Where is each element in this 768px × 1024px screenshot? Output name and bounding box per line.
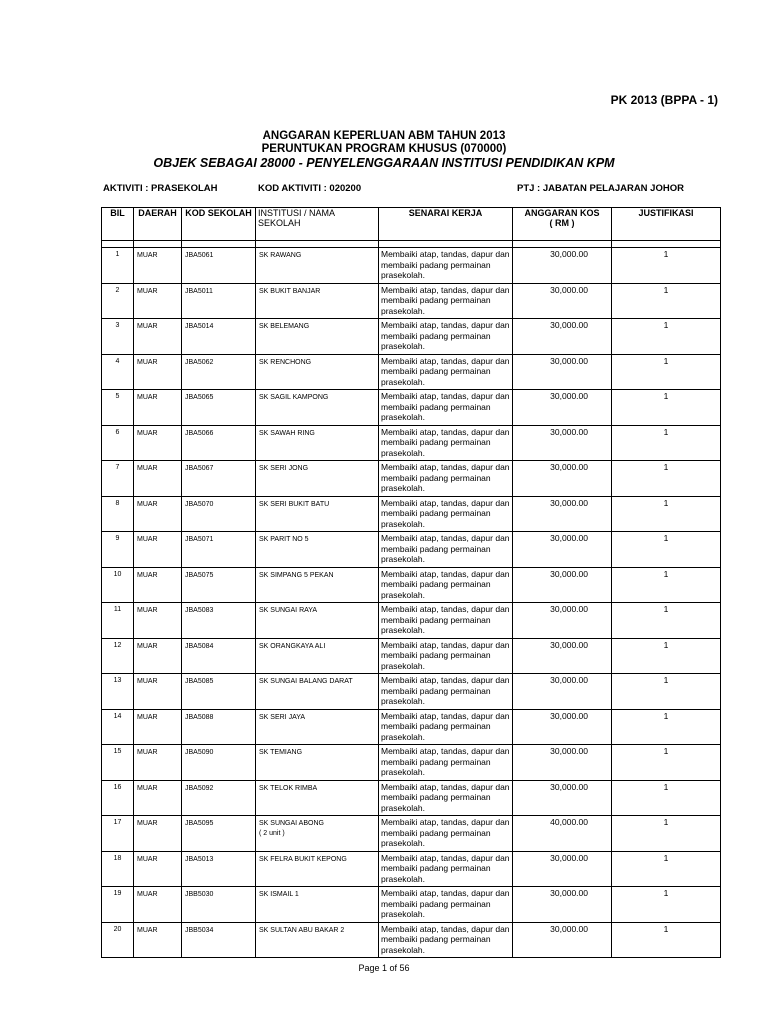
cell-daerah: MUAR bbox=[134, 319, 182, 355]
nama-sekolah-text: SK SERI JONG bbox=[259, 465, 309, 472]
cell-justifikasi: 1 bbox=[612, 319, 721, 355]
cell-anggaran-kos: 30,000.00 bbox=[513, 709, 612, 745]
cell-senarai-kerja: Membaiki atap, tandas, dapur dan membaiki padang permainan prasekolah. bbox=[379, 390, 513, 426]
cell-kod-sekolah: JBB5034 bbox=[182, 922, 256, 958]
cell-anggaran-kos: 30,000.00 bbox=[513, 780, 612, 816]
cell-kod-sekolah: JBB5030 bbox=[182, 887, 256, 923]
table-row bbox=[102, 816, 721, 852]
cell-justifikasi: 1 bbox=[612, 922, 721, 958]
cell-kod-sekolah: JBA5066 bbox=[182, 425, 256, 461]
cell-anggaran-kos: 30,000.00 bbox=[513, 851, 612, 887]
table-row bbox=[102, 319, 721, 355]
nama-sekolah-text: SK SUNGAI ABONG bbox=[259, 820, 324, 827]
cell-bil: 3 bbox=[102, 319, 134, 355]
header-anggaran-kos-line2: ( RM ) bbox=[549, 218, 575, 228]
cell-bil: 10 bbox=[102, 567, 134, 603]
cell-daerah: MUAR bbox=[134, 780, 182, 816]
cell-justifikasi: 1 bbox=[612, 780, 721, 816]
nama-sekolah-text: SK BELEMANG bbox=[259, 323, 310, 330]
cell-justifikasi: 1 bbox=[612, 816, 721, 852]
document-ref-code: PK 2013 (BPPA - 1) bbox=[610, 93, 718, 107]
cell-daerah: MUAR bbox=[134, 248, 182, 284]
cell-anggaran-kos: 30,000.00 bbox=[513, 354, 612, 390]
cell-justifikasi: 1 bbox=[612, 354, 721, 390]
cell-kod-sekolah: JBA5070 bbox=[182, 496, 256, 532]
kod-aktiviti-label: KOD AKTIVITI : 020200 bbox=[258, 183, 362, 194]
cell-senarai-kerja: Membaiki atap, tandas, dapur dan membaiki padang permainan prasekolah. bbox=[379, 248, 513, 284]
cell-senarai-kerja: Membaiki atap, tandas, dapur dan membaiki padang permainan prasekolah. bbox=[379, 461, 513, 497]
table-row bbox=[102, 922, 721, 958]
header-spacer-row bbox=[102, 241, 721, 248]
cell-senarai-kerja: Membaiki atap, tandas, dapur dan membaiki padang permainan prasekolah. bbox=[379, 780, 513, 816]
table-row bbox=[102, 248, 721, 284]
cell-nama-sekolah bbox=[256, 674, 379, 710]
cell-nama-sekolah bbox=[256, 709, 379, 745]
cell-kod-sekolah: JBA5013 bbox=[182, 851, 256, 887]
cell-senarai-kerja: Membaiki atap, tandas, dapur dan membaiki padang permainan prasekolah. bbox=[379, 354, 513, 390]
cell-bil: 18 bbox=[102, 851, 134, 887]
nama-sekolah-text: SK SULTAN ABU BAKAR 2 bbox=[259, 926, 345, 934]
cell-bil: 5 bbox=[102, 390, 134, 426]
table-row bbox=[102, 425, 721, 461]
header-senarai-kerja: SENARAI KERJA bbox=[379, 208, 513, 241]
table-row bbox=[102, 851, 721, 887]
cell-nama-sekolah bbox=[256, 248, 379, 284]
cell-daerah: MUAR bbox=[134, 283, 182, 319]
cell-kod-sekolah: JBA5083 bbox=[182, 603, 256, 639]
cell-justifikasi: 1 bbox=[612, 425, 721, 461]
cell-bil: 6 bbox=[102, 425, 134, 461]
cell-nama-sekolah bbox=[256, 745, 379, 781]
cell-senarai-kerja: Membaiki atap, tandas, dapur dan membaiki padang permainan prasekolah. bbox=[379, 709, 513, 745]
cell-justifikasi: 1 bbox=[612, 248, 721, 284]
cell-kod-sekolah: JBA5062 bbox=[182, 354, 256, 390]
title-line-2: PERUNTUKAN PROGRAM KHUSUS (070000) bbox=[261, 143, 507, 155]
cell-justifikasi: 1 bbox=[612, 674, 721, 710]
header-daerah: DAERAH bbox=[134, 208, 182, 241]
cell-bil: 1 bbox=[102, 248, 134, 284]
nama-sekolah-text: SK BUKIT BANJAR bbox=[259, 287, 321, 295]
cell-anggaran-kos: 30,000.00 bbox=[513, 567, 612, 603]
table-row bbox=[102, 745, 721, 781]
table-row bbox=[102, 603, 721, 639]
cell-nama-sekolah bbox=[256, 887, 379, 923]
cell-kod-sekolah: JBA5088 bbox=[182, 709, 256, 745]
cell-nama-sekolah bbox=[256, 354, 379, 390]
cell-nama-sekolah bbox=[256, 603, 379, 639]
cell-bil: 12 bbox=[102, 638, 134, 674]
table-row bbox=[102, 283, 721, 319]
cell-justifikasi: 1 bbox=[612, 390, 721, 426]
cell-anggaran-kos: 30,000.00 bbox=[513, 887, 612, 923]
cell-daerah: MUAR bbox=[134, 461, 182, 497]
cell-daerah: MUAR bbox=[134, 674, 182, 710]
cell-kod-sekolah: JBA5014 bbox=[182, 319, 256, 355]
cell-justifikasi: 1 bbox=[612, 887, 721, 923]
title-line-3: OBJEK SEBAGAI 28000 - PENYELENGGARAAN INSTITUSI PENDIDIKAN KPM bbox=[153, 156, 615, 170]
cell-kod-sekolah: JBA5095 bbox=[182, 816, 256, 852]
cell-bil: 7 bbox=[102, 461, 134, 497]
cell-senarai-kerja: Membaiki atap, tandas, dapur dan membaiki padang permainan prasekolah. bbox=[379, 283, 513, 319]
activity-meta bbox=[0, 183, 768, 197]
cell-anggaran-kos: 30,000.00 bbox=[513, 425, 612, 461]
nama-sekolah-text: SK SIMPANG 5 PEKAN bbox=[259, 571, 334, 579]
cell-nama-sekolah bbox=[256, 496, 379, 532]
cell-nama-sekolah bbox=[256, 638, 379, 674]
nama-sekolah-text: SK SERI JAYA bbox=[259, 713, 306, 721]
cell-daerah: MUAR bbox=[134, 496, 182, 532]
table-row bbox=[102, 674, 721, 710]
cell-senarai-kerja: Membaiki atap, tandas, dapur dan membaiki padang permainan prasekolah. bbox=[379, 319, 513, 355]
cell-kod-sekolah: JBA5071 bbox=[182, 532, 256, 568]
cell-nama-sekolah bbox=[256, 319, 379, 355]
nama-sekolah-text: SK ORANGKAYA ALI bbox=[259, 642, 326, 650]
cell-nama-sekolah bbox=[256, 461, 379, 497]
cell-anggaran-kos: 30,000.00 bbox=[513, 319, 612, 355]
cell-justifikasi: 1 bbox=[612, 851, 721, 887]
cell-justifikasi: 1 bbox=[612, 532, 721, 568]
cell-kod-sekolah: JBA5011 bbox=[182, 283, 256, 319]
cell-kod-sekolah: JBA5092 bbox=[182, 780, 256, 816]
nama-sekolah-text: SK FELRA BUKIT KEPONG bbox=[259, 855, 347, 863]
nama-sekolah-text: SK PARIT NO 5 bbox=[259, 536, 309, 543]
nama-sekolah-text: SK TEMIANG bbox=[259, 749, 303, 756]
nama-sekolah-text: SK SERI BUKIT BATU bbox=[259, 500, 330, 508]
cell-daerah: MUAR bbox=[134, 745, 182, 781]
cell-daerah: MUAR bbox=[134, 603, 182, 639]
cell-bil: 11 bbox=[102, 603, 134, 639]
cell-daerah: MUAR bbox=[134, 638, 182, 674]
nama-sekolah-text: SK SUNGAI RAYA bbox=[259, 607, 318, 614]
cell-daerah: MUAR bbox=[134, 816, 182, 852]
nama-sekolah-unit: ( 2 unit ) bbox=[259, 830, 285, 837]
cell-kod-sekolah: JBA5061 bbox=[182, 248, 256, 284]
table-row bbox=[102, 461, 721, 497]
header-justifikasi: JUSTIFIKASI bbox=[612, 208, 721, 241]
cell-daerah: MUAR bbox=[134, 425, 182, 461]
cell-anggaran-kos: 30,000.00 bbox=[513, 674, 612, 710]
cell-justifikasi: 1 bbox=[612, 709, 721, 745]
nama-sekolah-text: SK ISMAIL 1 bbox=[259, 891, 299, 898]
cell-daerah: MUAR bbox=[134, 532, 182, 568]
table-row bbox=[102, 390, 721, 426]
budget-table bbox=[101, 207, 721, 958]
nama-sekolah-text: SK SAGIL KAMPONG bbox=[259, 394, 329, 401]
cell-senarai-kerja: Membaiki atap, tandas, dapur dan membaiki padang permainan prasekolah. bbox=[379, 532, 513, 568]
cell-daerah: MUAR bbox=[134, 887, 182, 923]
nama-sekolah-text: SK SUNGAI BALANG DARAT bbox=[259, 678, 353, 685]
table-header-row bbox=[102, 208, 721, 241]
cell-anggaran-kos: 30,000.00 bbox=[513, 922, 612, 958]
nama-sekolah-text: SK RENCHONG bbox=[259, 358, 312, 366]
cell-bil: 2 bbox=[102, 283, 134, 319]
cell-anggaran-kos: 30,000.00 bbox=[513, 248, 612, 284]
table-row bbox=[102, 496, 721, 532]
table-row bbox=[102, 780, 721, 816]
cell-senarai-kerja: Membaiki atap, tandas, dapur dan membaiki padang permainan prasekolah. bbox=[379, 816, 513, 852]
nama-sekolah-text: SK SAWAH RING bbox=[259, 429, 315, 437]
cell-senarai-kerja: Membaiki atap, tandas, dapur dan membaiki padang permainan prasekolah. bbox=[379, 745, 513, 781]
cell-daerah: MUAR bbox=[134, 390, 182, 426]
cell-kod-sekolah: JBA5067 bbox=[182, 461, 256, 497]
cell-senarai-kerja: Membaiki atap, tandas, dapur dan membaiki padang permainan prasekolah. bbox=[379, 851, 513, 887]
table-row bbox=[102, 354, 721, 390]
cell-daerah: MUAR bbox=[134, 922, 182, 958]
cell-daerah: MUAR bbox=[134, 851, 182, 887]
cell-justifikasi: 1 bbox=[612, 567, 721, 603]
cell-anggaran-kos: 30,000.00 bbox=[513, 461, 612, 497]
cell-nama-sekolah bbox=[256, 851, 379, 887]
cell-bil: 13 bbox=[102, 674, 134, 710]
cell-anggaran-kos: 30,000.00 bbox=[513, 390, 612, 426]
cell-justifikasi: 1 bbox=[612, 603, 721, 639]
cell-kod-sekolah: JBA5085 bbox=[182, 674, 256, 710]
cell-daerah: MUAR bbox=[134, 709, 182, 745]
table-row bbox=[102, 567, 721, 603]
cell-justifikasi: 1 bbox=[612, 461, 721, 497]
cell-nama-sekolah bbox=[256, 532, 379, 568]
cell-justifikasi: 1 bbox=[612, 283, 721, 319]
cell-kod-sekolah: JBA5084 bbox=[182, 638, 256, 674]
cell-senarai-kerja: Membaiki atap, tandas, dapur dan membaiki padang permainan prasekolah. bbox=[379, 674, 513, 710]
nama-sekolah-text: SK RAWANG bbox=[259, 252, 302, 259]
cell-anggaran-kos: 30,000.00 bbox=[513, 638, 612, 674]
cell-justifikasi: 1 bbox=[612, 496, 721, 532]
cell-kod-sekolah: JBA5090 bbox=[182, 745, 256, 781]
document-titles bbox=[0, 130, 768, 170]
header-anggaran-kos-line1: ANGGARAN KOS bbox=[524, 208, 600, 218]
cell-nama-sekolah bbox=[256, 816, 379, 852]
cell-senarai-kerja: Membaiki atap, tandas, dapur dan membaiki padang permainan prasekolah. bbox=[379, 922, 513, 958]
cell-nama-sekolah bbox=[256, 390, 379, 426]
cell-senarai-kerja: Membaiki atap, tandas, dapur dan membaiki padang permainan prasekolah. bbox=[379, 567, 513, 603]
header-anggaran-kos bbox=[513, 208, 612, 241]
table-row bbox=[102, 709, 721, 745]
cell-nama-sekolah bbox=[256, 922, 379, 958]
cell-anggaran-kos: 30,000.00 bbox=[513, 283, 612, 319]
cell-nama-sekolah bbox=[256, 780, 379, 816]
cell-bil: 4 bbox=[102, 354, 134, 390]
cell-anggaran-kos: 30,000.00 bbox=[513, 496, 612, 532]
cell-bil: 14 bbox=[102, 709, 134, 745]
cell-kod-sekolah: JBA5075 bbox=[182, 567, 256, 603]
cell-justifikasi: 1 bbox=[612, 745, 721, 781]
cell-nama-sekolah bbox=[256, 425, 379, 461]
cell-bil: 19 bbox=[102, 887, 134, 923]
aktiviti-label: AKTIVITI : PRASEKOLAH bbox=[103, 183, 218, 194]
cell-bil: 16 bbox=[102, 780, 134, 816]
header-kod-sekolah: KOD SEKOLAH bbox=[182, 208, 256, 241]
cell-senarai-kerja: Membaiki atap, tandas, dapur dan membaiki padang permainan prasekolah. bbox=[379, 425, 513, 461]
nama-sekolah-text: SK TELOK RIMBA bbox=[259, 784, 318, 792]
cell-senarai-kerja: Membaiki atap, tandas, dapur dan membaiki padang permainan prasekolah. bbox=[379, 887, 513, 923]
cell-nama-sekolah bbox=[256, 567, 379, 603]
table-row bbox=[102, 887, 721, 923]
cell-daerah: MUAR bbox=[134, 354, 182, 390]
cell-nama-sekolah bbox=[256, 283, 379, 319]
cell-daerah: MUAR bbox=[134, 567, 182, 603]
cell-senarai-kerja: Membaiki atap, tandas, dapur dan membaiki padang permainan prasekolah. bbox=[379, 603, 513, 639]
cell-anggaran-kos: 40,000.00 bbox=[513, 816, 612, 852]
cell-bil: 17 bbox=[102, 816, 134, 852]
cell-justifikasi: 1 bbox=[612, 638, 721, 674]
cell-kod-sekolah: JBA5065 bbox=[182, 390, 256, 426]
header-bil: BIL bbox=[102, 208, 134, 241]
cell-anggaran-kos: 30,000.00 bbox=[513, 532, 612, 568]
cell-senarai-kerja: Membaiki atap, tandas, dapur dan membaiki padang permainan prasekolah. bbox=[379, 496, 513, 532]
title-line-1: ANGGARAN KEPERLUAN ABM TAHUN 2013 bbox=[262, 130, 506, 142]
cell-anggaran-kos: 30,000.00 bbox=[513, 603, 612, 639]
cell-anggaran-kos: 30,000.00 bbox=[513, 745, 612, 781]
cell-senarai-kerja: Membaiki atap, tandas, dapur dan membaiki padang permainan prasekolah. bbox=[379, 638, 513, 674]
ptj-label: PTJ : JABATAN PELAJARAN JOHOR bbox=[517, 183, 684, 194]
header-institusi: INSTITUSI / NAMA SEKOLAH bbox=[256, 208, 379, 241]
cell-bil: 9 bbox=[102, 532, 134, 568]
page-footer: Page 1 of 56 bbox=[358, 963, 410, 973]
table-row bbox=[102, 638, 721, 674]
cell-bil: 8 bbox=[102, 496, 134, 532]
table-row bbox=[102, 532, 721, 568]
cell-bil: 20 bbox=[102, 922, 134, 958]
cell-bil: 15 bbox=[102, 745, 134, 781]
